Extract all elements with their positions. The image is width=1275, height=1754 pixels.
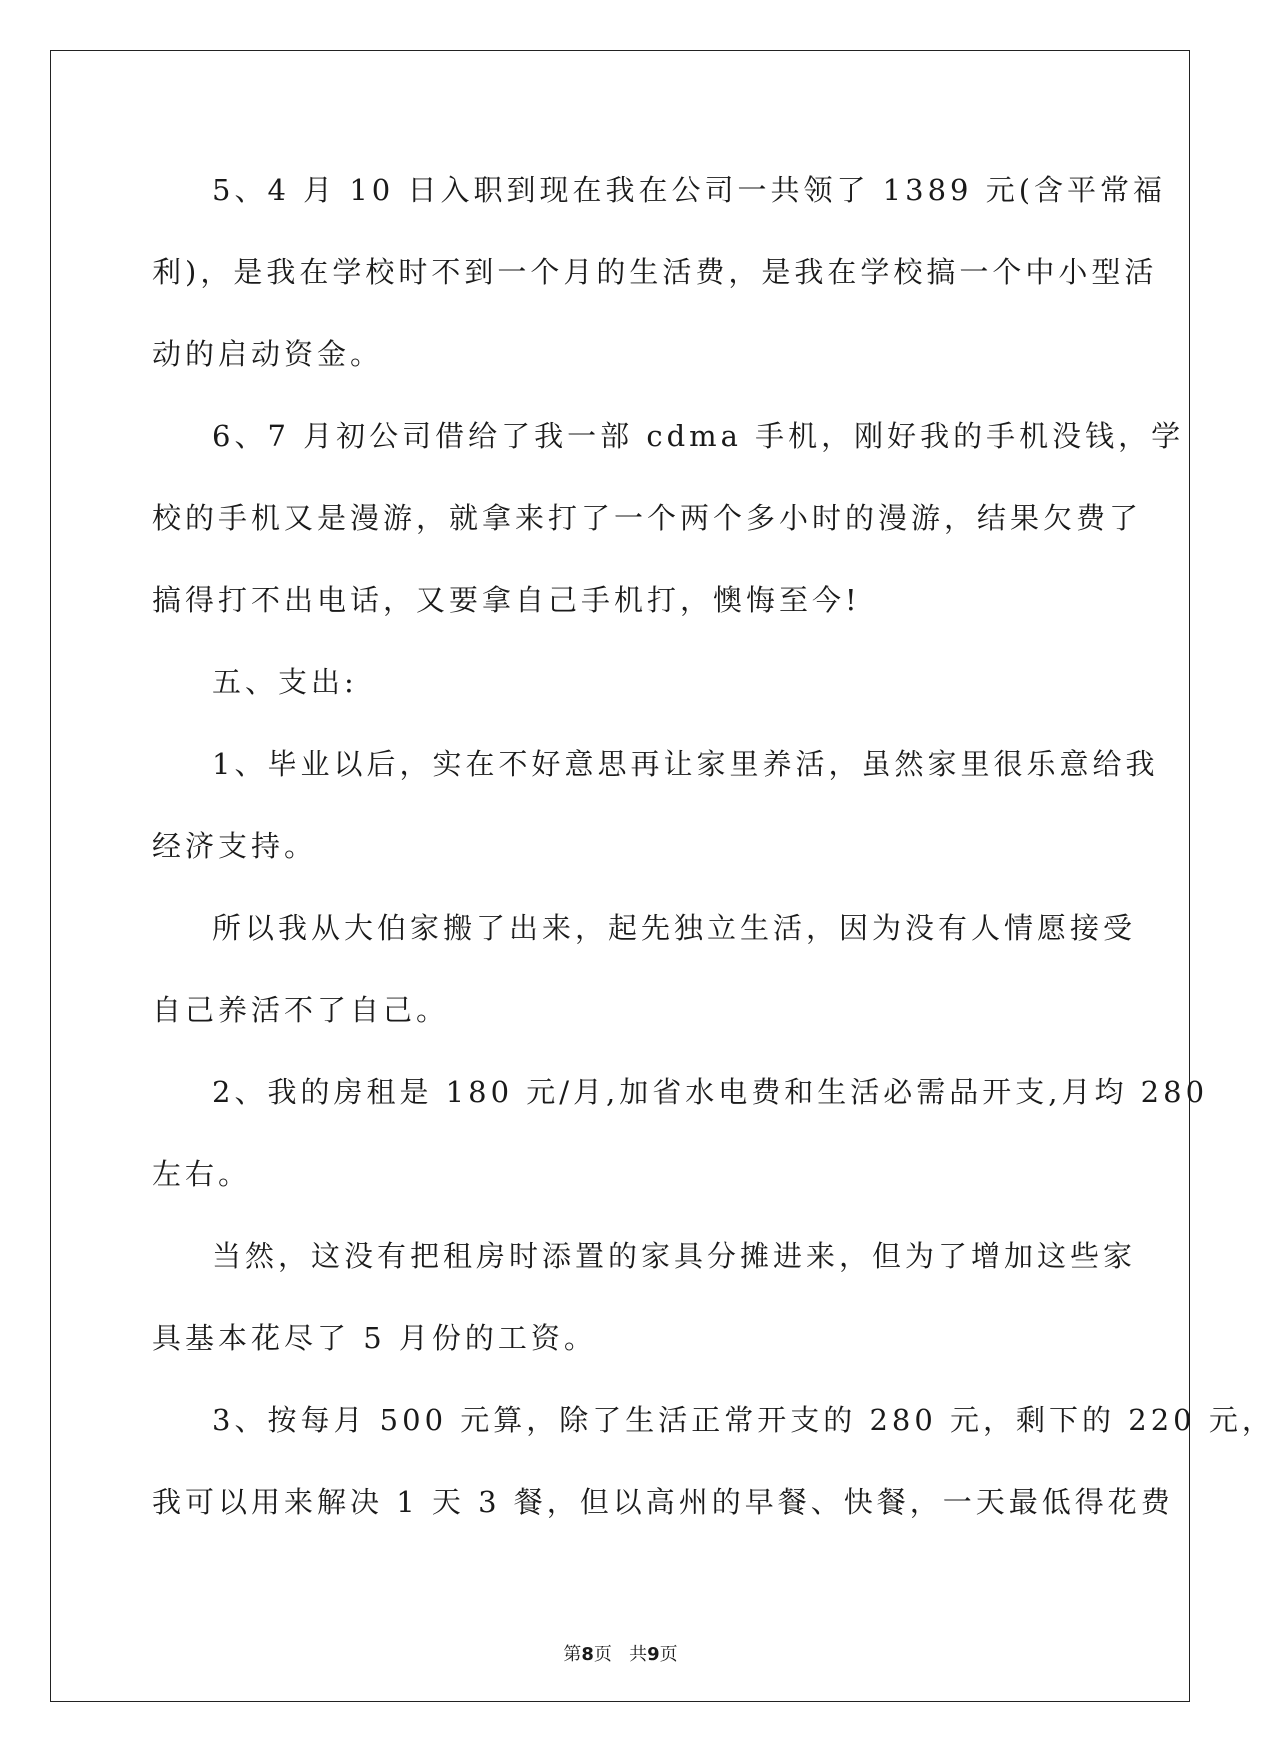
text-line: 动的启动资金。 — [152, 337, 384, 371]
text-line: 利)，是我在学校时不到一个月的生活费，是我在学校搞一个中小型活 — [152, 255, 1158, 289]
total-pages-number: 9 — [647, 1644, 660, 1665]
footer-prefix: 第 — [563, 1644, 582, 1665]
footer-page-suffix: 页 — [593, 1644, 612, 1665]
page-footer — [0, 1640, 1241, 1666]
footer-total-prefix: 共 — [629, 1644, 648, 1665]
footer-total-suffix: 页 — [659, 1644, 678, 1665]
text-line: 5、4 月 10 日入职到现在我在公司一共领了 1389 元(含平常福 — [212, 173, 1167, 207]
document-body — [152, 160, 1275, 1554]
text-line: 所以我从大伯家搬了出来，起先独立生活，因为没有人情愿接受 — [212, 911, 1137, 945]
text-line: 2、我的房租是 180 元/月,加省水电费和生活必需品开支,月均 280 — [212, 1075, 1209, 1109]
current-page-number: 8 — [581, 1644, 594, 1665]
section-heading: 五、支出: — [212, 665, 358, 699]
text-line: 自己养活不了自己。 — [152, 993, 450, 1027]
text-line: 搞得打不出电话，又要拿自己手机打，懊悔至今! — [152, 583, 861, 617]
text-line: 当然，这没有把租房时添置的家具分摊进来，但为了增加这些家 — [212, 1239, 1137, 1273]
text-line: 校的手机又是漫游，就拿来打了一个两个多小时的漫游，结果欠费了 — [152, 501, 1143, 535]
text-line: 具基本花尽了 5 月份的工资。 — [152, 1321, 597, 1355]
text-line: 1、毕业以后，实在不好意思再让家里养活，虽然家里很乐意给我 — [212, 747, 1159, 781]
text-line: 左右。 — [152, 1157, 252, 1191]
text-line: 3、按每月 500 元算，除了生活正常开支的 280 元，剩下的 220 元， — [212, 1403, 1275, 1437]
text-line: 6、7 月初公司借给了我一部 cdma 手机，刚好我的手机没钱，学 — [212, 419, 1185, 453]
text-line: 我可以用来解决 1 天 3 餐，但以高州的早餐、快餐，一天最低得花费 — [152, 1485, 1174, 1519]
text-line: 经济支持。 — [152, 829, 318, 863]
